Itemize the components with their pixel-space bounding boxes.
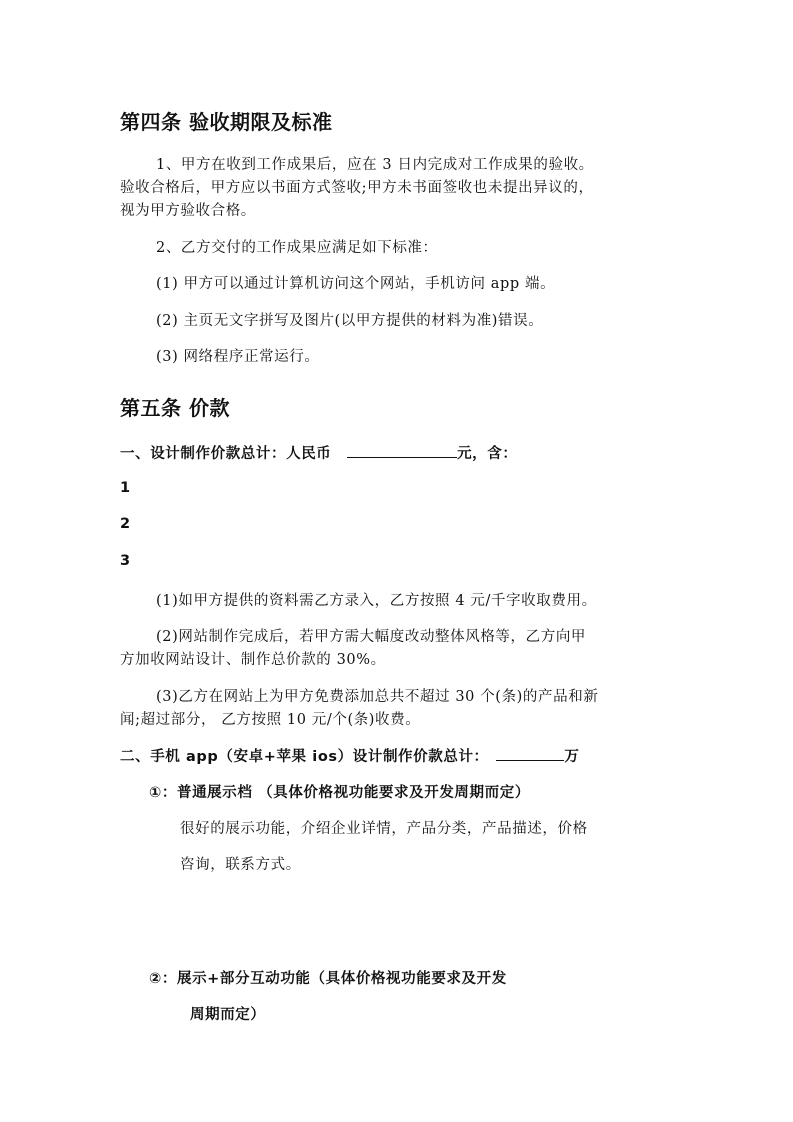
standards-intro: 2、乙方交付的工作成果应满足如下标准： — [156, 240, 438, 256]
standard-item-1: (1) 甲方可以通过计算机访问这个网站，手机访问 app 端。 — [156, 276, 556, 292]
tier-2-title-line-2: 周期而定） — [190, 1007, 266, 1023]
section-1-total-line — [120, 442, 517, 463]
article-5-title: 第五条 价款 — [120, 396, 230, 420]
fee-note-1: (1)如甲方提供的资料需乙方录入，乙方按照 4 元/千字收取费用。 — [156, 593, 597, 609]
list-number-3: 3 — [120, 553, 131, 569]
fee-note-3-line-1: (3)乙方在网站上为甲方免费添加总共不超过 30 个(条)的产品和新 — [156, 689, 599, 705]
tier-1-desc-line-1: 很好的展示功能，介绍企业详情，产品分类，产品描述，价格 — [180, 821, 588, 837]
app-price-blank-field[interactable] — [496, 746, 564, 761]
tier-1-desc-line-2: 咨询，联系方式。 — [180, 857, 301, 873]
acceptance-paragraph-line-3: 视为甲方验收合格。 — [120, 203, 256, 219]
section-2-total-line — [120, 745, 579, 766]
section-2-suffix: 万 — [564, 749, 580, 765]
fee-note-3-line-2: 闻;超过部分， 乙方按照 10 元/个(条)收费。 — [120, 712, 421, 728]
list-number-2: 2 — [120, 516, 131, 532]
section-1-suffix: 元，含： — [457, 446, 518, 462]
price-blank-field[interactable] — [347, 443, 457, 458]
tier-2-title-line-1: ②：展示+部分互动功能（具体价格视功能要求及开发 — [149, 971, 507, 987]
tier-1-title: ①：普通展示档 （具体价格视功能要求及开发周期而定） — [149, 785, 530, 801]
fee-note-2-line-1: (2)网站制作完成后，若甲方需大幅度改动整体风格等，乙方向甲 — [156, 629, 587, 645]
section-1-prefix: 一、设计制作价款总计：人民币 — [120, 446, 332, 462]
fee-note-2-line-2: 方加收网站设计、制作总价款的 30%。 — [120, 652, 386, 668]
standard-item-2: (2) 主页无文字拼写及图片(以甲方提供的材料为准)错误。 — [156, 313, 544, 329]
standard-item-3: (3) 网络程序正常运行。 — [156, 349, 320, 365]
acceptance-paragraph-line-1: 1、甲方在收到工作成果后，应在 3 日内完成对工作成果的验收。 — [156, 157, 594, 173]
acceptance-paragraph-line-2: 验收合格后，甲方应以书面方式签收;甲方未书面签收也未提出异议的， — [120, 180, 594, 196]
section-2-prefix: 二、手机 app（安卓+苹果 ios）设计制作价款总计： — [120, 749, 489, 765]
list-number-1: 1 — [120, 480, 131, 496]
article-4-title: 第四条 验收期限及标准 — [120, 110, 333, 134]
